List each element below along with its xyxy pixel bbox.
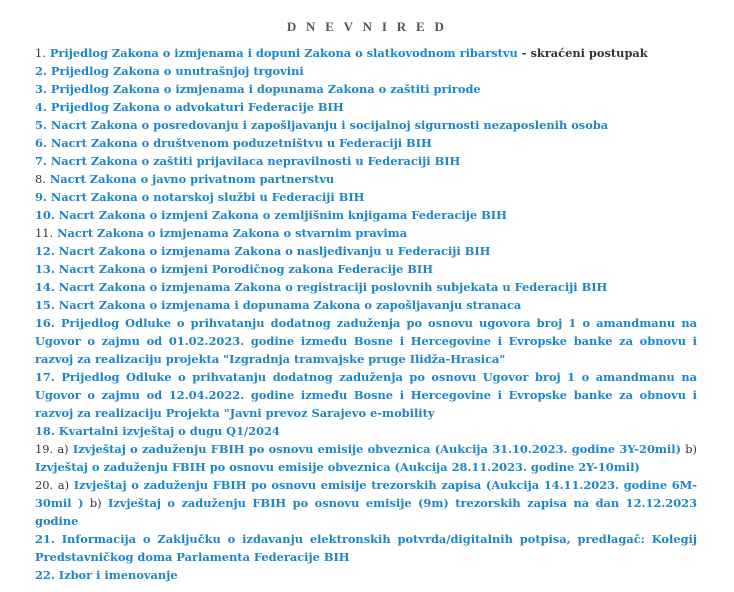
agenda-link-19a[interactable]: Izvještaj o zaduženju FBIH po osnovu emisije obveznica (Aukcija 31.10.2023. godine 3Y-20mil) (72, 442, 681, 456)
agenda-item-10 (35, 206, 697, 224)
agenda-link-18[interactable]: Kvartalni izvještaj o dugu Q1/2024 (58, 424, 280, 438)
item-note: - skraćeni postupak (517, 46, 648, 60)
agenda-item-14 (35, 278, 697, 296)
item-number: 16. (35, 316, 55, 330)
item-number: 12. (35, 244, 55, 258)
agenda-link-13[interactable]: Nacrt Zakona o izmjeni Porodičnog zakona Federacije BIH (58, 262, 433, 276)
agenda-item-16 (35, 314, 697, 368)
item-number: 13. (35, 262, 55, 276)
agenda-link-2[interactable]: Prijedlog Zakona o unutrašnjoj trgovini (50, 64, 304, 78)
agenda-link-10[interactable]: Nacrt Zakona o izmjeni Zakona o zemljišnim knjigama Federacije BIH (58, 208, 507, 222)
agenda-link-7[interactable]: Nacrt Zakona o zaštiti prijavilaca nepravilnosti u Federaciji BIH (50, 154, 461, 168)
agenda-item-19 (35, 440, 697, 476)
sub-label-a: a) (57, 442, 69, 456)
item-number: 5. (35, 118, 47, 132)
item-number: 22. (35, 568, 55, 582)
agenda-item-15 (35, 296, 697, 314)
agenda-link-20a[interactable]: Izvještaj o zaduženju FBIH po osnovu emisije trezorskih zapisa (Aukcija 14.11.2023. godine 6M-30mil ) (35, 478, 697, 510)
agenda-link-12[interactable]: Nacrt Zakona o izmjenama Zakona o nasljeđivanju u Federaciji BIH (58, 244, 491, 258)
agenda-link-16[interactable]: Prijedlog Odluke o prihvatanju dodatnog zaduženja po osnovu ugovora broj 1 o amandmanu na Ugovor o zajmu od 01.02.2023. godine između Bosne i Hercegovine i Evropske banke za obnovu i razvoj za realizaciju projekta "Izgradnja tramvajske pruge Ilidža-Hrasica" (35, 316, 697, 366)
item-number: 20. (35, 478, 54, 492)
item-number: 3. (35, 82, 47, 96)
sub-label-b: b) (685, 442, 697, 456)
item-number: 19. (35, 442, 54, 456)
item-number: 7. (35, 154, 47, 168)
agenda-link-8[interactable]: Nacrt Zakona o javno privatnom partnerstvu (49, 172, 335, 186)
agenda-item-7 (35, 152, 697, 170)
agenda-link-6[interactable]: Nacrt Zakona o društvenom poduzetništvu u Federaciji BIH (50, 136, 432, 150)
item-number: 10. (35, 208, 55, 222)
agenda-link-9[interactable]: Nacrt Zakona o notarskoj službi u Federaciji BIH (50, 190, 365, 204)
agenda-item-5 (35, 116, 697, 134)
item-number: 21. (35, 532, 55, 546)
agenda-list (35, 44, 697, 584)
agenda-item-12 (35, 242, 697, 260)
item-number: 17. (35, 370, 55, 384)
sub-label-a: a) (57, 478, 70, 492)
agenda-link-19b[interactable]: Izvještaj o zaduženju FBIH po osnovu emisije obveznica (Aukcija 28.11.2023. godine 2Y-10mil) (35, 460, 640, 474)
agenda-item-17 (35, 368, 697, 422)
agenda-link-14[interactable]: Nacrt Zakona o izmjenama Zakona o registraciji poslovnih subjekata u Federaciji BIH (58, 280, 608, 294)
item-number: 2. (35, 64, 47, 78)
agenda-item-9 (35, 188, 697, 206)
agenda-item-11 (35, 224, 697, 242)
agenda-item-3 (35, 80, 697, 98)
agenda-item-8 (35, 170, 697, 188)
agenda-item-2 (35, 62, 697, 80)
agenda-heading: D N E V N I R E D (286, 19, 448, 34)
agenda-item-13 (35, 260, 697, 278)
agenda-item-20 (35, 476, 697, 530)
agenda-item-6 (35, 134, 697, 152)
sub-label-b: b) (89, 496, 102, 510)
agenda-item-22 (35, 566, 697, 584)
agenda-link-4[interactable]: Prijedlog Zakona o advokaturi Federacije BIH (50, 100, 344, 114)
agenda-link-1[interactable]: Prijedlog Zakona o izmjenama i dopuni Zakona o slatkovodnom ribarstvu (49, 46, 518, 60)
item-number: 1. (35, 46, 46, 60)
agenda-link-21[interactable]: Informacija o Zaključku o izdavanju elektronskih potvrda/digitalnih potpisa, predlagač: Kolegij Predstavničkog doma Parlamenta Federacije BIH (35, 532, 697, 564)
item-number: 11. (35, 226, 54, 240)
item-number: 15. (35, 298, 55, 312)
item-number: 4. (35, 100, 47, 114)
agenda-item-4 (35, 98, 697, 116)
agenda-link-17[interactable]: Prijedlog Odluke o prihvatanju dodatnog zaduženja po osnovu Ugovor broj 1 o amandmanu na Ugovor o zajmu od 12.04.2022. godine između Bosne i Hercegovine i Evropske banke za obnovu i razvoj za realizaciju Projekta "Javni prevoz Sarajevo e-mobility (35, 370, 697, 420)
agenda-link-20b[interactable]: Izvještaj o zaduženju FBIH po osnovu emisije (9m) trezorskih zapisa na dan 12.12.2023 godine (35, 496, 697, 528)
agenda-link-22[interactable]: Izbor i imenovanje (58, 568, 178, 582)
agenda-link-3[interactable]: Prijedlog Zakona o izmjenama i dopunama Zakona o zaštiti prirode (50, 82, 481, 96)
agenda-link-15[interactable]: Nacrt Zakona o izmjenama i dopunama Zakona o zapošljavanju stranaca (58, 298, 522, 312)
item-number: 18. (35, 424, 55, 438)
item-number: 6. (35, 136, 47, 150)
agenda-link-11[interactable]: Nacrt Zakona o izmjenama Zakona o stvarnim pravima (57, 226, 408, 240)
agenda-item-18 (35, 422, 697, 440)
item-number: 9. (35, 190, 47, 204)
agenda-link-5[interactable]: Nacrt Zakona o posredovanju i zapošljavanju i socijalnoj sigurnosti nezaposlenih osoba (50, 118, 609, 132)
item-number: 8. (35, 172, 46, 186)
agenda-item-1 (35, 44, 697, 62)
agenda-item-21 (35, 530, 697, 566)
item-number: 14. (35, 280, 55, 294)
